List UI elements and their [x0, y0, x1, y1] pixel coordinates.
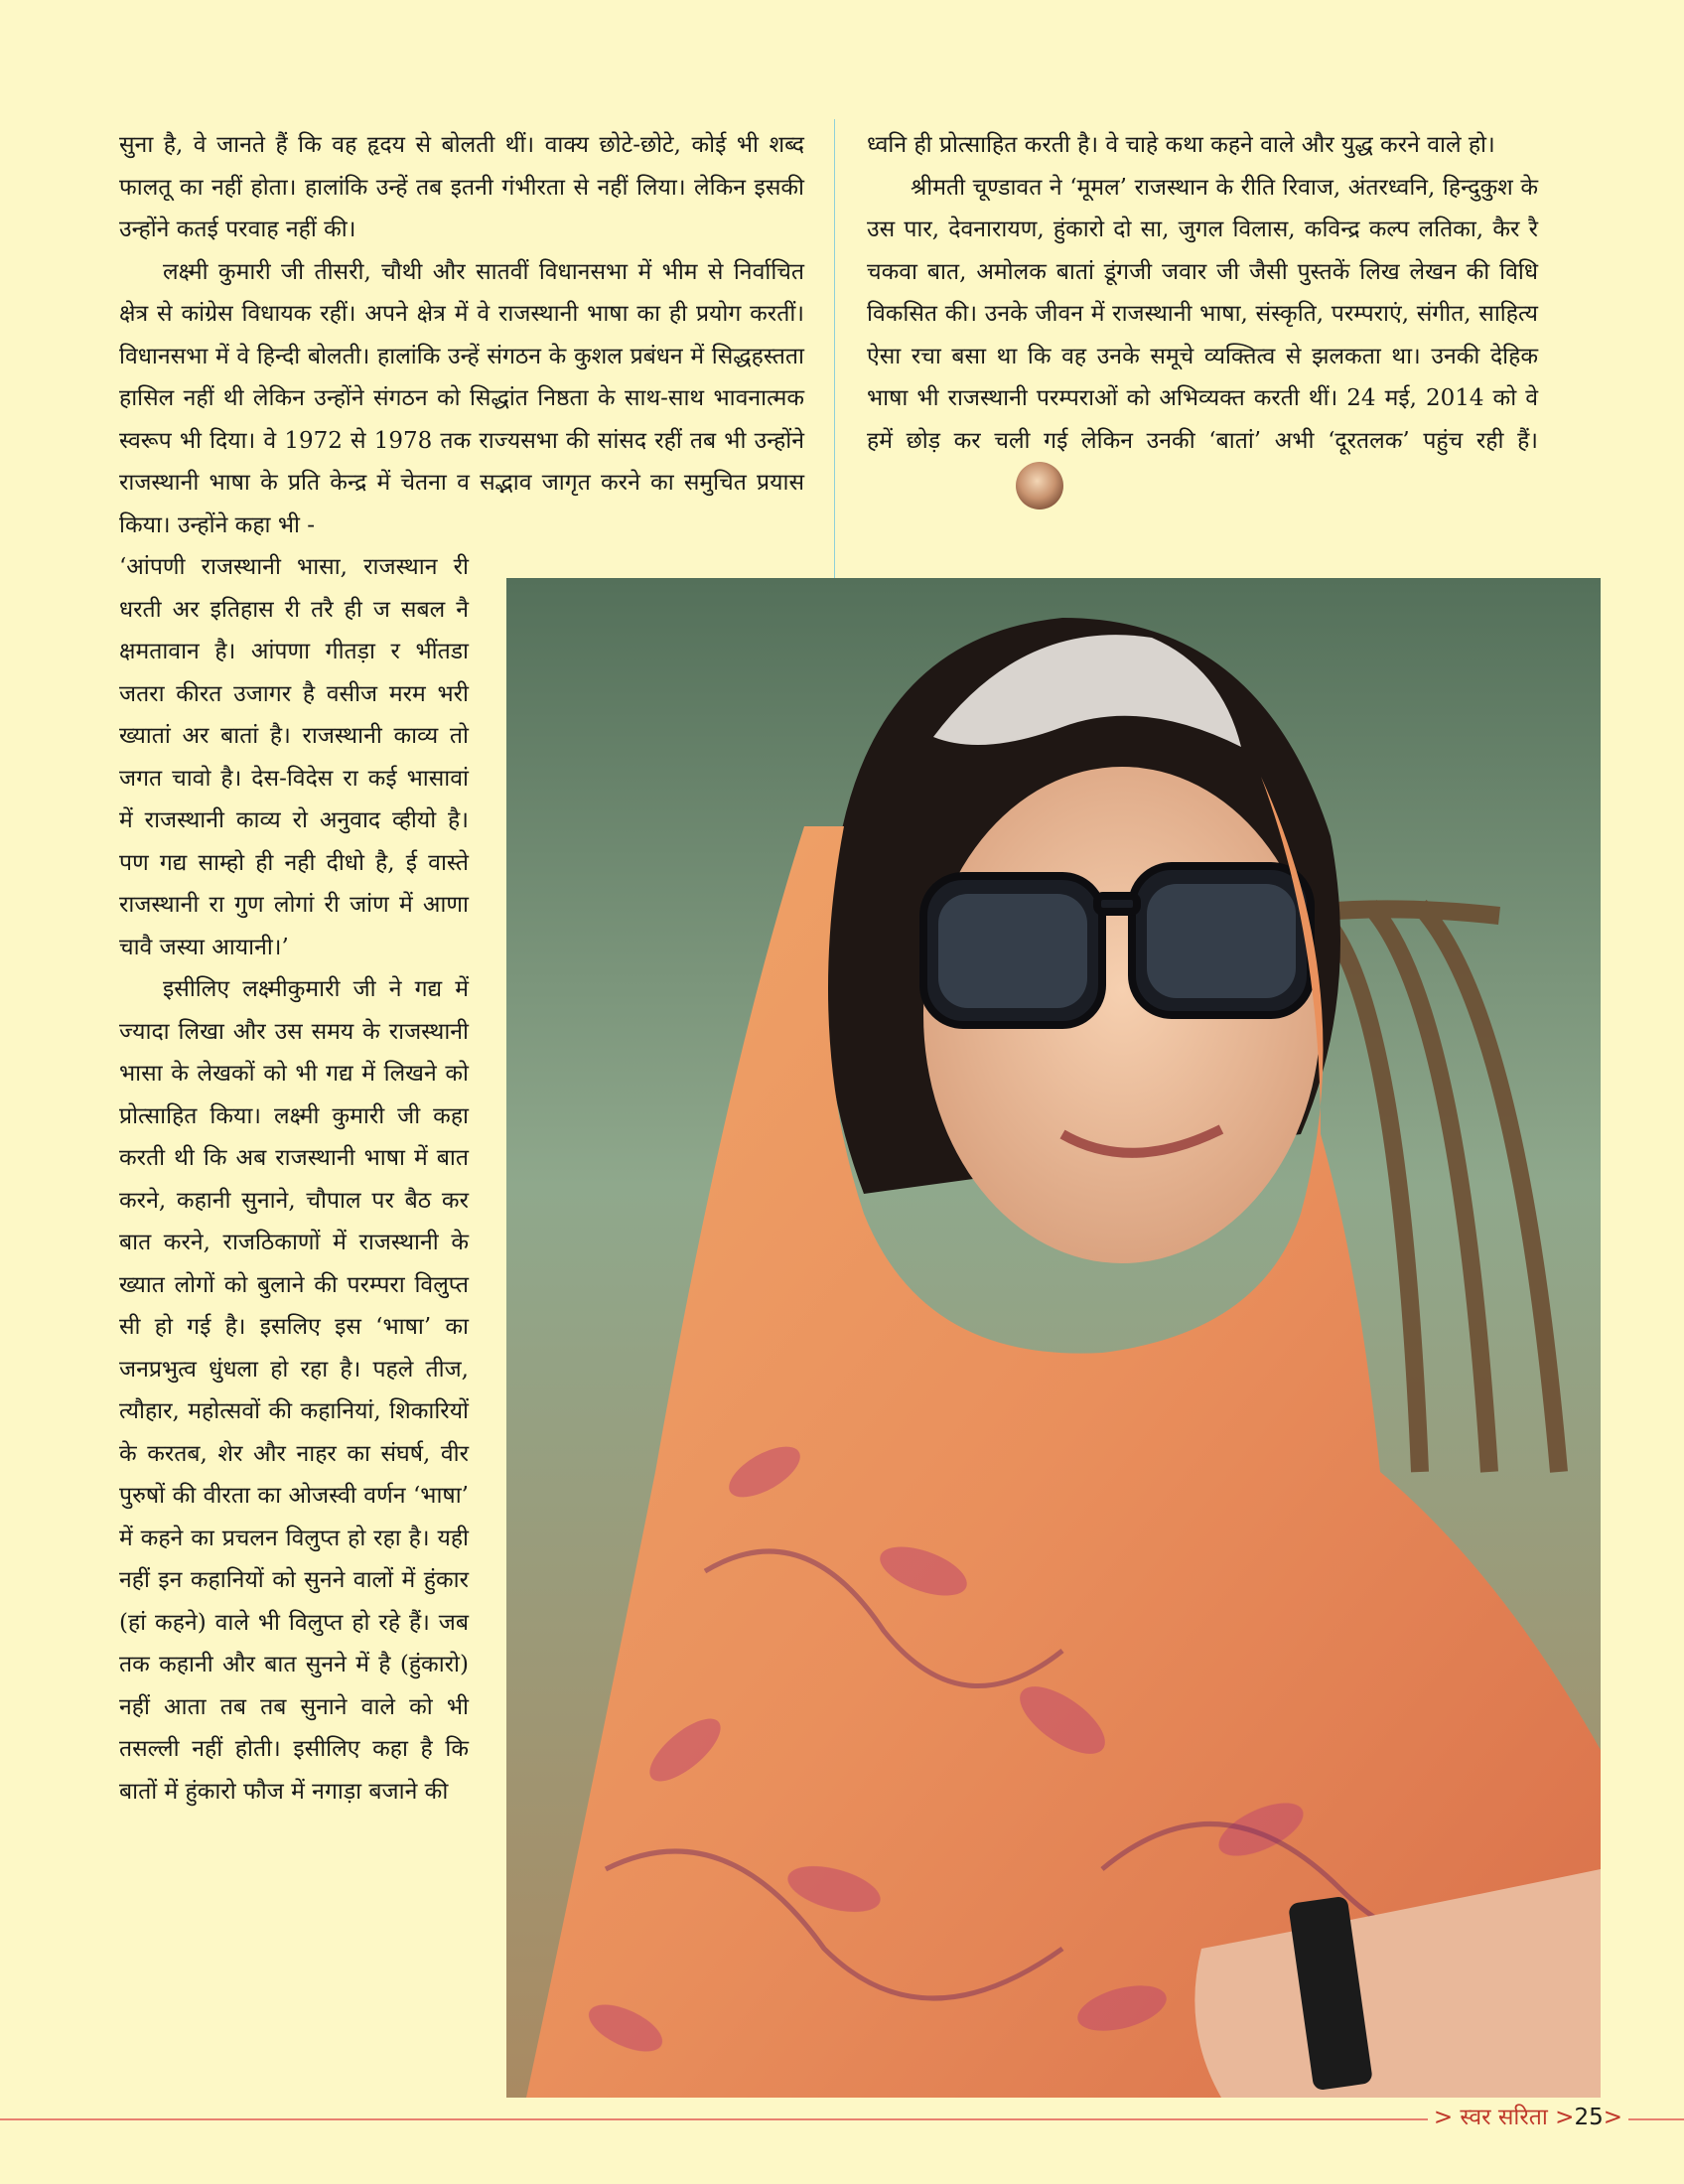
footer-tail-mark: >	[1603, 2105, 1622, 2130]
portrait-photo	[506, 578, 1601, 2098]
right-paragraph-2	[867, 167, 1538, 510]
narrow-column	[119, 546, 469, 1813]
right-paragraph-2-text: श्रीमती चूण्डावत ने ‘मूमल’ राजस्थान के रीति रिवाज, अंतरध्वनि, हिन्दुकुश के उस पार, देवनारायण, हुंकारो दो सा, जुगल विलास, कविन्द्र कल्प लतिका, कैर रै चकवा बात, अमोलक बातां डूंगजी जवार जी जैसी पुस्तकें लिख लेखन की विधि विकसित की। उनके जीवन में राजस्थानी भाषा, संस्कृति, परम्पराएं, संगीत, साहित्य ऐसा रचा बसा था कि वह उनके समूचे व्यक्तित्व से झलकता था। उनकी देहिक भाषा भी राजस्थानी परम्पराओं को अभिव्यक्त करती थीं। 24 मई, 2014 को वे हमें छोड़ कर चली गई लेकिन उनकी ‘बातां’ अभी ‘दूरतलक’ पहुंच रही हैं।	[867, 174, 1538, 454]
right-column	[867, 124, 1538, 510]
rajasthani-quote: ‘आंपणी राजस्थानी भासा, राजस्थान री धरती अर इतिहास री तरै ही ज सबल नै क्षमतावान है। आंपणा गीतड़ा र भींतडा जतरा कीरत उजागर है वसीज मरम भरी ख्यातां अर बातां है। राजस्थानी काव्य तो जगत चावो है। देस-विदेस रा कई भासावां में राजस्थानी काव्य रो अनुवाद व्हीयो है। पण गद्य साम्हो ही नही दीधो है, ई वास्ते राजस्थानी रा गुण लोगां री जांण में आणा चावै जस्या आयानी।’	[119, 554, 469, 960]
page-footer	[1428, 2098, 1628, 2137]
left-paragraph-2: लक्ष्मी कुमारी जी तीसरी, चौथी और सातवीं विधानसभा में भीम से निर्वाचित क्षेत्र से कांग्रेस विधायक रहीं। अपने क्षेत्र में वे राजस्थानी भाषा का ही प्रयोग करतीं। विधानसभा में वे हिन्दी बोलती। हालांकि उन्हें संगठन के कुशल प्रबंधन में सिद्धहस्तता हासिल नहीं थी लेकिन उन्होंने संगठन को सिद्धांत निष्ठता के साथ-साथ भावनात्मक स्वरूप भी दिया। वे 1972 से 1978 तक राज्यसभा की सांसद रहीं तब भी उन्होंने राजस्थानी भाषा के प्रति केन्द्र में चेतना व सद्भाव जागृत करने का समुचित प्रयास किया। उन्होंने कहा भी -	[119, 258, 804, 538]
page-number: 25	[1574, 2105, 1604, 2130]
end-mark-icon	[1016, 462, 1063, 510]
narrow-paragraph: इसीलिए लक्ष्मीकुमारी जी ने गद्य में ज्यादा लिखा और उस समय के राजस्थानी भासा के लेखकों को भी गद्य में लिखने को प्रोत्साहित किया। लक्ष्मी कुमारी जी कहा करती थी कि अब राजस्थानी भाषा में बात करने, कहानी सुनाने, चौपाल पर बैठ कर बात करने, राजठिकाणों में राजस्थानी के ख्यात लोगों को बुलाने की परम्परा विलुप्त सी हो गई है। इसलिए इस ‘भाषा’ का जनप्रभुत्व धुंधला हो रहा है। पहले तीज, त्यौहार, महोत्सवों की कहानियां, शिकारियों के करतब, शेर और नाहर का संघर्ष, वीर पुरुषों की वीरता का ओजस्वी वर्णन ‘भाषा’ में कहने का प्रचलन विलुप्त हो रहा है। यही नहीं इन कहानियों को सुनने वालों में हुंकार (हां कहने) वाले भी विलुप्त हो रहे हैं। जब तक कहानी और बात सुनने में है (हुंकारो) नहीं आता तब तब सुनाने वाले को भी तसल्ली नहीं होती। इसीलिए कहा है कि बातों में हुंकारो फौज में नगाड़ा बजाने की	[119, 976, 469, 1805]
left-paragraph-1: सुना है, वे जानते हैं कि वह हृदय से बोलती थीं। वाक्य छोटे-छोटे, कोई भी शब्द फालतू का नहीं होता। हालांकि उन्हें तब इतनी गंभीरता से नहीं लिया। लेकिन इसकी उन्होंने कतई परवाह नहीं की।	[119, 132, 804, 242]
left-column	[119, 124, 804, 546]
portrait-illustration	[506, 578, 1601, 2098]
column-divider	[834, 119, 835, 578]
magazine-name: > स्वर सरिता >	[1433, 2105, 1575, 2130]
right-paragraph-1: ध्वनि ही प्रोत्साहित करती है। वे चाहे कथा कहने वाले और युद्ध करने वाले हो।	[867, 132, 1495, 158]
